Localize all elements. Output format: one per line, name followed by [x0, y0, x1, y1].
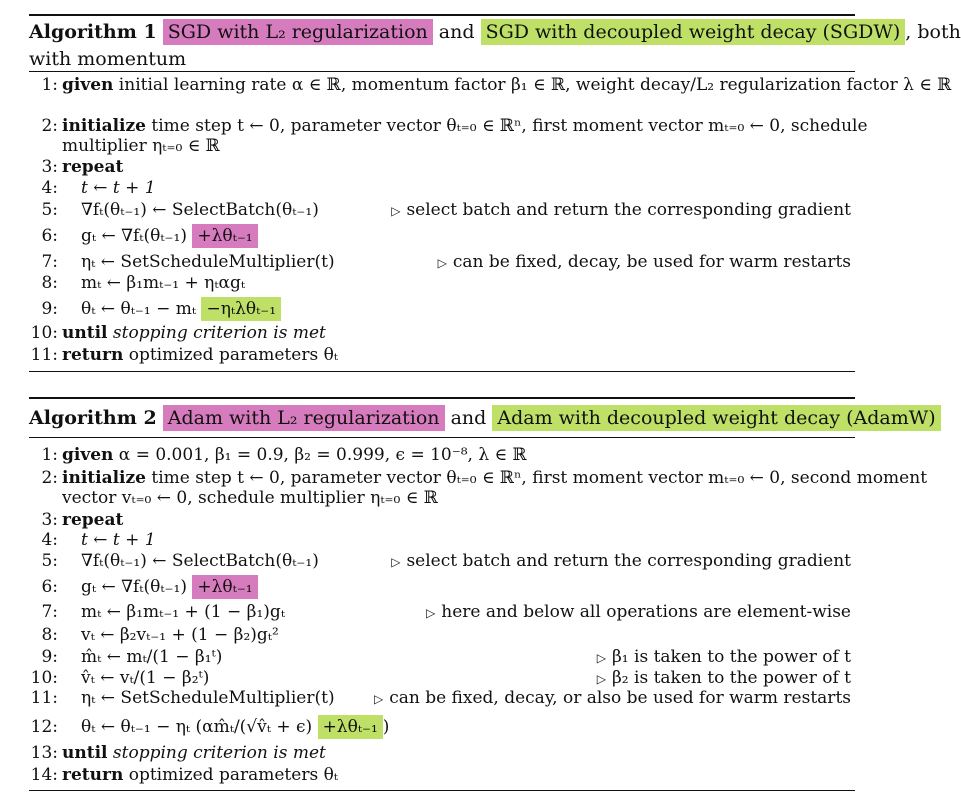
- l2-term-highlight: +λθₜ₋₁: [192, 575, 257, 599]
- line-number: 2:: [41, 116, 58, 136]
- line-comment: ▷ here and below all operations are element-wise: [426, 602, 851, 622]
- line-number: 4:: [41, 178, 58, 198]
- keyword: until: [62, 323, 108, 343]
- algo2-conj: and: [450, 407, 487, 429]
- line-number: 6:: [41, 226, 58, 246]
- line-text: initial learning rate α ∈ ℝ, momentum factor β₁ ∈ ℝ, weight decay/L₂ regularization factor λ ∈ ℝ: [113, 75, 952, 95]
- line-text: gₜ ← ∇fₜ(θₜ₋₁): [81, 226, 187, 246]
- line-text: optimized parameters θₜ: [123, 345, 338, 365]
- line-number: 12:: [30, 717, 58, 737]
- algo1-line-2-cont: multiplier ηₜ₌₀ ∈ ℝ: [62, 136, 220, 156]
- line-text: ∇fₜ(θₜ₋₁) ← SelectBatch(θₜ₋₁): [81, 200, 319, 220]
- algo2-line-2-cont: vector vₜ₌₀ ← 0, schedule multiplier ηₜ₌₀ ∈ ℝ: [62, 488, 438, 508]
- line-text: v̂ₜ ← vₜ/(1 − β₂ᵗ): [81, 668, 210, 688]
- keyword: given: [62, 75, 114, 95]
- keyword: until: [62, 743, 108, 763]
- line-number: 1:: [41, 75, 58, 95]
- algo1-suffix-line1: , both: [905, 21, 961, 43]
- line-text: stopping criterion is met: [112, 743, 326, 763]
- line-text: ηₜ ← SetScheduleMultiplier(t): [81, 688, 335, 708]
- algo2-bottom-rule: [29, 790, 855, 791]
- line-text: vₜ ← β₂vₜ₋₁ + (1 − β₂)gₜ²: [81, 625, 279, 645]
- l2-term-highlight: +λθₜ₋₁: [192, 224, 257, 248]
- line-text: ηₜ ← SetScheduleMultiplier(t): [81, 252, 335, 272]
- algo1-mid-rule: [29, 71, 855, 72]
- line-text: α = 0.001, β₁ = 0.9, β₂ = 0.999, ϵ = 10⁻⁸, λ ∈ ℝ: [113, 445, 527, 465]
- line-comment: ▷ select batch and return the corresponding gradient: [391, 551, 851, 571]
- line-comment: ▷ β₂ is taken to the power of t: [596, 668, 851, 688]
- line-text: mₜ ← β₁mₜ₋₁ + ηₜαgₜ: [81, 273, 246, 293]
- triangle-right-icon: ▷: [596, 672, 606, 686]
- line-number: 11:: [30, 345, 58, 365]
- keyword: initialize: [62, 116, 146, 136]
- line-number: 10:: [30, 323, 58, 343]
- line-number: 2:: [41, 468, 58, 488]
- line-number: 8:: [41, 273, 58, 293]
- triangle-right-icon: ▷: [391, 555, 401, 569]
- line-text: t ← t + 1: [81, 530, 156, 550]
- algo2-caption: [29, 406, 941, 430]
- triangle-right-icon: ▷: [391, 204, 401, 218]
- line-text: time step t ← 0, parameter vector θₜ₌₀ ∈ ℝⁿ, first moment vector mₜ₌₀ ← 0, schedule: [146, 116, 868, 136]
- line-text: t ← t + 1: [81, 178, 156, 198]
- line-number: 1:: [41, 445, 58, 465]
- line-text: θₜ ← θₜ₋₁ − ηₜ (αm̂ₜ/(√v̂ₜ + ϵ): [81, 717, 313, 737]
- line-text: stopping criterion is met: [112, 323, 326, 343]
- keyword: repeat: [62, 510, 124, 530]
- line-number: 11:: [30, 688, 58, 708]
- line-number: 14:: [30, 765, 58, 785]
- line-number: 3:: [41, 157, 58, 177]
- triangle-right-icon: ▷: [373, 692, 384, 706]
- algo1-name-l2: SGD with L₂ regularization: [163, 19, 433, 45]
- algo1-conj: and: [438, 21, 475, 43]
- line-number: 7:: [41, 252, 58, 272]
- line-number: 9:: [41, 647, 58, 667]
- keyword: return: [62, 345, 124, 365]
- line-number: 4:: [41, 530, 58, 550]
- keyword: given: [62, 445, 114, 465]
- line-comment: ▷ select batch and return the corresponding gradient: [391, 200, 851, 220]
- keyword: repeat: [62, 157, 124, 177]
- triangle-right-icon: ▷: [426, 606, 436, 620]
- triangle-right-icon: ▷: [596, 651, 606, 665]
- algo2-top-rule: [29, 397, 855, 399]
- algo2-name-l2: Adam with L₂ regularization: [163, 405, 445, 431]
- triangle-right-icon: ▷: [437, 256, 447, 270]
- algo1-caption: [29, 20, 961, 44]
- line-number: 5:: [41, 551, 58, 571]
- line-text: time step t ← 0, parameter vector θₜ₌₀ ∈ ℝⁿ, first moment vector mₜ₌₀ ← 0, second moment: [146, 468, 928, 488]
- algo1-label: Algorithm 1: [29, 21, 157, 43]
- line-text: m̂ₜ ← mₜ/(1 − β₁ᵗ): [81, 647, 223, 667]
- line-number: 10:: [30, 668, 58, 688]
- line-comment: ▷ can be fixed, decay, or also be used for warm restarts: [373, 688, 851, 708]
- line-comment: ▷ can be fixed, decay, be used for warm restarts: [437, 252, 851, 272]
- algo2-mid-rule: [29, 437, 855, 438]
- line-number: 9:: [41, 299, 58, 319]
- decoupled-term-highlight: +λθₜ₋₁: [318, 715, 383, 739]
- line-text: θₜ ← θₜ₋₁ − mₜ: [81, 299, 197, 319]
- algo1-bottom-rule: [29, 371, 855, 372]
- algo2-name-decoupled: Adam with decoupled weight decay (AdamW): [492, 405, 940, 431]
- decoupled-term-highlight: −ηₜλθₜ₋₁: [201, 297, 281, 321]
- line-number: 7:: [41, 602, 58, 622]
- algo1-top-rule: [29, 14, 855, 16]
- line-text: optimized parameters θₜ: [123, 765, 338, 785]
- keyword: initialize: [62, 468, 146, 488]
- line-text: mₜ ← β₁mₜ₋₁ + (1 − β₁)gₜ: [81, 602, 286, 622]
- line-number: 8:: [41, 625, 58, 645]
- line-tail: ): [382, 717, 390, 737]
- line-number: 6:: [41, 577, 58, 597]
- line-number: 5:: [41, 200, 58, 220]
- algo1-name-decoupled: SGD with decoupled weight decay (SGDW): [481, 19, 906, 45]
- algo2-label: Algorithm 2: [29, 407, 157, 429]
- line-number: 3:: [41, 510, 58, 530]
- line-number: 13:: [30, 743, 58, 763]
- line-text: ∇fₜ(θₜ₋₁) ← SelectBatch(θₜ₋₁): [81, 551, 319, 571]
- line-comment: ▷ β₁ is taken to the power of t: [596, 647, 851, 667]
- keyword: return: [62, 765, 124, 785]
- line-text: gₜ ← ∇fₜ(θₜ₋₁): [81, 577, 187, 597]
- algo1-caption-line2: with momentum: [29, 48, 187, 70]
